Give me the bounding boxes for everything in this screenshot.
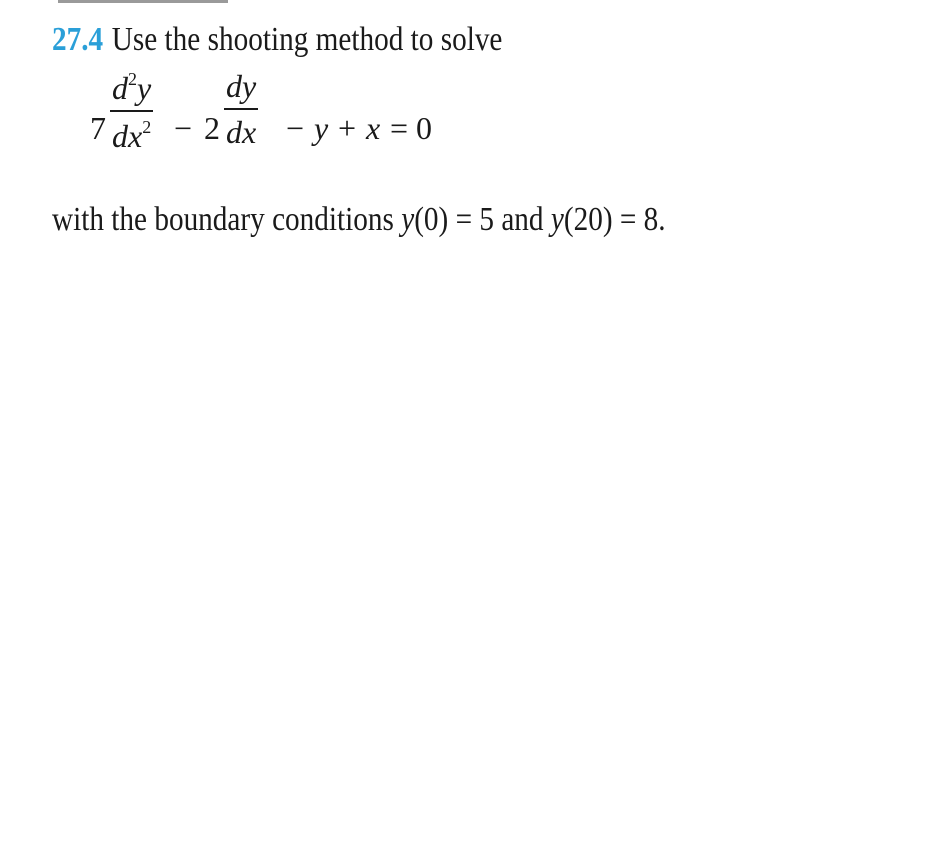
fraction-bar (224, 108, 258, 110)
condition-2-function: y (550, 201, 564, 238)
problem-number: 27.4 (52, 21, 104, 58)
problem-block (52, 20, 872, 240)
boundary-conditions (52, 200, 757, 240)
condition-1-value: (0) = 5 and (414, 201, 551, 238)
top-rule (58, 0, 228, 3)
minus-operator-2: − (286, 110, 305, 146)
second-derivative-denominator: $dx^2$ (112, 117, 152, 154)
plus-operator: + (338, 110, 357, 146)
condition-2-value: (20) = 8. (563, 201, 666, 238)
second-derivative-fraction (110, 70, 153, 152)
second-derivative-numerator: $d^2y$ (112, 69, 152, 106)
variable-x: x (366, 110, 381, 146)
coefficient-7: 7 (90, 110, 106, 146)
problem-instruction: Use the shooting method to solve (111, 21, 503, 58)
first-derivative-numerator: dy (226, 68, 257, 104)
first-derivative-fraction (224, 70, 258, 148)
fraction-bar (110, 110, 153, 112)
differential-equation (52, 70, 872, 190)
minus-operator: − (174, 110, 193, 146)
variable-y: y (314, 110, 329, 146)
condition-prefix: with the boundary conditions (52, 201, 402, 238)
problem-heading (52, 20, 757, 60)
condition-1-function: y (401, 201, 415, 238)
first-derivative-denominator: dx (226, 114, 257, 150)
equals-zero: = 0 (390, 110, 433, 146)
coefficient-2: 2 (204, 110, 220, 146)
